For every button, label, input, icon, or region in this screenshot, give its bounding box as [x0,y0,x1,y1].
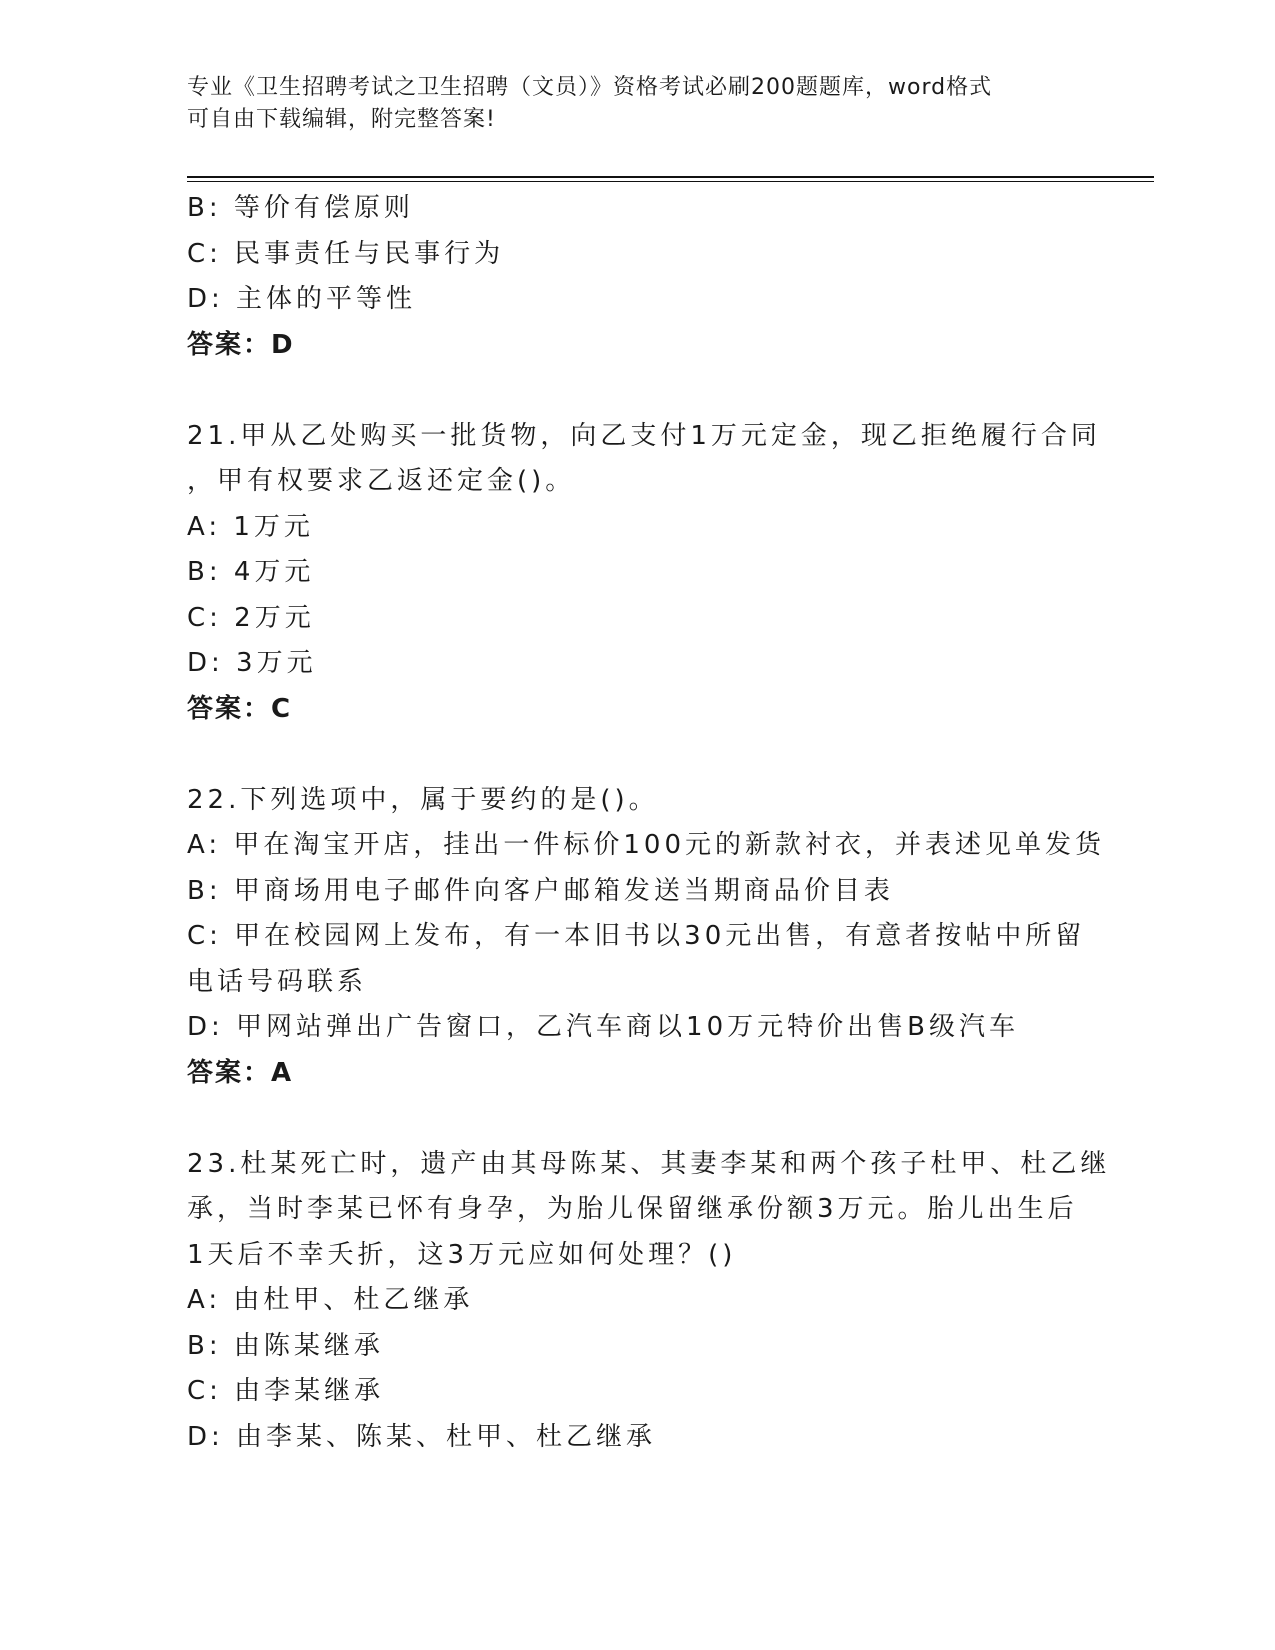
spacer [187,732,1087,778]
question-stem: 21.甲从乙处购买一批货物，向乙支付1万元定金，现乙拒绝履行合同 [187,420,1101,451]
question-20 [187,186,1087,368]
header-divider-thick [187,176,1154,178]
question-stem-cont: 承，当时李某已怀有身孕，为胎儿保留继承份额3万元。胎儿出生后 [187,1194,1078,1224]
option-b: B: 甲商场用电子邮件向客户邮箱发送当期商品价目表 [187,875,894,906]
header-title-line2: 可自由下载编辑，附完整答案! [187,107,496,132]
answer-line: 答案：A [187,1057,294,1088]
question-stem: 22.下列选项中，属于要约的是()。 [187,784,659,815]
question-22 [187,778,1105,1097]
question-23 [187,1142,1111,1461]
option-c: C: 由李某继承 [187,1376,385,1406]
option-c: C: 甲在校园网上发布，有一本旧书以30元出售，有意者按帖中所留 [187,921,1086,951]
option-b: B: 4万元 [187,557,315,587]
header-divider-thin [187,181,1154,182]
option-c-cont: 电话号码联系 [187,966,368,997]
option-c: C: 2万元 [187,602,315,633]
option-a: A: 1万元 [187,511,314,542]
option-d: D: 3万元 [187,648,317,678]
question-stem-cont: ，甲有权要求乙返还定金()。 [187,466,576,496]
option-d: D: 甲网站弹出广告窗口，乙汽车商以10万元特价出售B级汽车 [187,1012,1019,1042]
option-a: A: 甲在淘宝开店，挂出一件标价100元的新款衬衣，并表述见单发货 [187,830,1105,860]
option-b: B: 等价有偿原则 [187,193,414,223]
spacer [187,368,1087,414]
option-d: D: 主体的平等性 [187,284,417,314]
answer-line: 答案：D [187,329,295,360]
option-a: A: 由杜甲、杜乙继承 [187,1285,474,1315]
question-list [187,186,1111,1460]
question-21 [187,414,1101,733]
header-title-line1: 专业《卫生招聘考试之卫生招聘（文员）》资格考试必刷200题题库，word格式 [187,75,993,100]
document-header [187,72,1087,136]
question-stem-cont: 1天后不幸夭折，这3万元应如何处理？() [187,1239,737,1270]
spacer [187,1096,1087,1142]
question-stem: 23.杜某死亡时，遗产由其母陈某、其妻李某和两个孩子杜甲、杜乙继 [187,1148,1111,1179]
option-c: C: 民事责任与民事行为 [187,238,505,269]
answer-line: 答案：C [187,693,293,724]
option-b: B: 由陈某继承 [187,1330,384,1361]
option-d: D: 由李某、陈某、杜甲、杜乙继承 [187,1421,657,1452]
